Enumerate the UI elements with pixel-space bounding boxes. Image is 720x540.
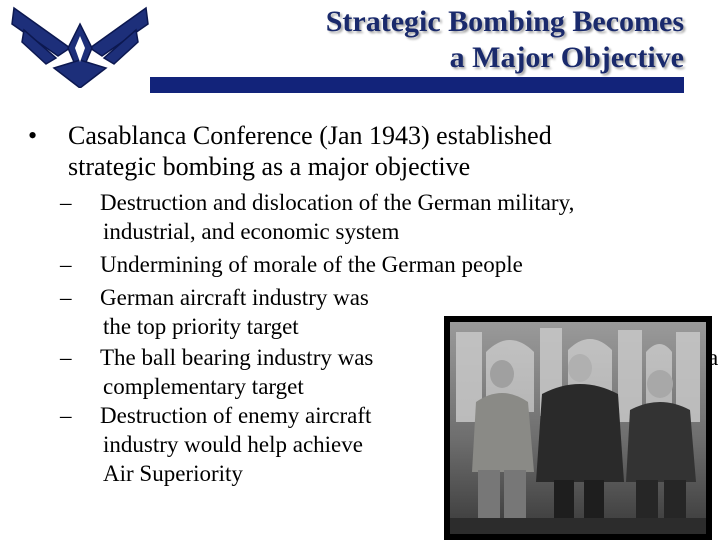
sub-bullet-3-line-2: the top priority target [103,314,299,339]
sub-bullet-2-line-1: Undermining of morale of the German people [100,252,523,277]
sub-bullet-5-line-2: industry would help achieve [103,432,363,457]
sub-bullet-4: – The ball bearing industry was complementary target [60,343,720,401]
main-bullet [68,120,708,182]
photo-image [450,322,706,534]
slide-title [214,4,684,76]
sub-bullet-5: – Destruction of enemy aircraft industry would help achieve Air Superiority [60,401,720,488]
bullet-dot: • [28,121,38,150]
sub-bullet-4-line-1: The ball bearing industry was [100,345,374,370]
sub-bullet-1: – Destruction and dislocation of the German military, industrial, and economic system [60,188,720,246]
sub-bullet-2: – Undermining of morale of the German people [60,252,523,277]
sub-bullet-3: – German aircraft industry was the top priority target [60,283,720,341]
title-line-1: Strategic Bombing Becomes [325,5,684,38]
overflow-text-char: a [708,345,719,370]
sub-bullet-3-line-1: German aircraft industry was [100,285,369,310]
title-line-2: a Major Objective [449,41,684,74]
sub-bullet-5-line-1: Destruction of enemy aircraft [100,403,372,428]
conference-leaders-photo [444,316,712,540]
sub-bullet-1-line-2: industrial, and economic system [103,219,400,244]
sub-bullet-5-line-3: Air Superiority [103,461,243,486]
main-bullet-line-1: Casablanca Conference (Jan 1943) established [68,121,552,150]
sub-bullet-4-line-2: complementary target [103,374,304,399]
title-underline-bar [150,77,684,93]
sub-bullet-1-line-1: Destruction and dislocation of the German military, [100,190,575,215]
air-force-wings-logo-icon [10,2,150,88]
main-bullet-line-2: strategic bombing as a major objective [68,152,471,181]
